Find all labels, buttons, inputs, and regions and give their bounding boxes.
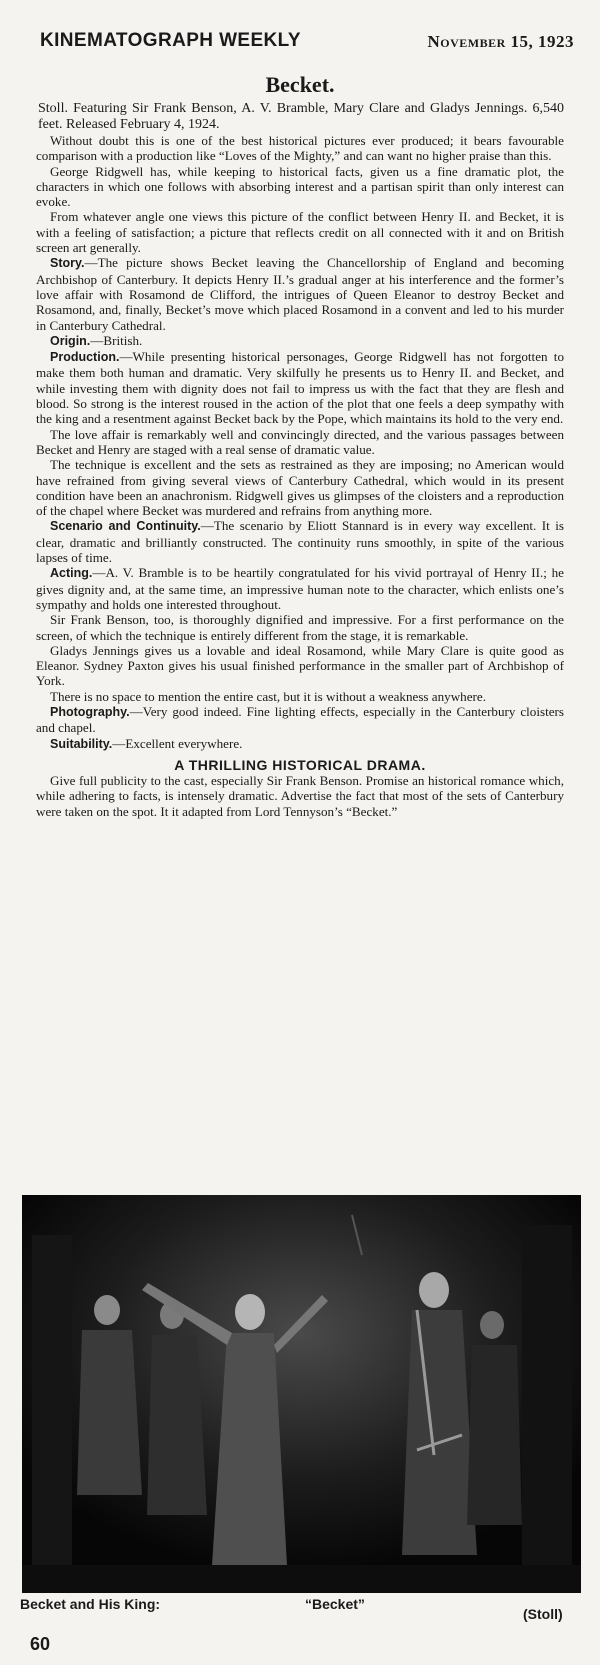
story-text: —The picture shows Becket leaving the Chancellorship of England and becoming Archbishop of Canterbury. It depicts Henry II.’s gradual anger at his interference and the former’s love affair with Rosamond de Clifford, the intrigues of Queen Eleanor to destroy Becket and Rosamond, and, finally, Becket’s move which placed Rosamond in a convent and led to his murder in Canterbury Cathedral. [36, 255, 564, 333]
photography-section [36, 704, 564, 736]
intro-paragraph-3: From whatever angle one views this picture of the conflict between Henry II. and Becket, it is with a feeling of satisfaction; a picture that reflects credit on all connected with it and on British screen art generally. [36, 209, 564, 256]
acting-paragraph-3: Gladys Jennings gives us a lovable and ideal Rosamond, while Mary Clare is quite good as Eleanor. Sydney Paxton gives his usual finished performance in the smaller part of Archbishop of York. [36, 642, 564, 689]
acting-text: —A. V. Bramble is to be heartily congratulated for his vivid portrayal of Henry II.; he gives dignity and, at the same time, an impressive human note to the character, which enlists one’s sympathy and holds one interested throughout. [36, 565, 564, 612]
issue-date: November 15, 1923 [427, 32, 574, 51]
origin-text: —British. [90, 332, 143, 348]
photo-caption-credit: (Stoll) [523, 1606, 563, 1622]
acting-section [36, 565, 564, 612]
photo-caption-label: Becket and His King: [20, 1596, 161, 1612]
film-still-image [22, 1195, 581, 1593]
photo-caption-title: “Becket” [305, 1596, 365, 1612]
production-paragraph-3: The technique is excellent and the sets as restrained as they are imposing; no American would have refrained from giving several views of Canterbury Cathedral, which would in its present condition have been an anachronism. Ridgwell gives us glimpses of the cloisters and a reproduction of the chapel where Becket was murdered and refrains from anything more. [36, 457, 564, 519]
suitability-label: Suitability. [50, 736, 113, 751]
suitability-section [36, 736, 564, 752]
scenario-section [36, 518, 564, 565]
acting-label: Acting. [50, 566, 93, 581]
page-number: 60 [30, 1634, 51, 1654]
intro-paragraph-1: Without doubt this is one of the best historical pictures ever produced; it bears favourable comparison with a production like “Loves of the Mighty,” and can want no higher praise than this. [36, 133, 564, 164]
masthead [40, 30, 580, 56]
exploitation-heading: A THRILLING HISTORICAL DRAMA. [174, 756, 426, 773]
production-section [36, 349, 564, 426]
photography-label: Photography. [50, 704, 130, 719]
production-paragraph-2: The love affair is remarkably well and convincingly directed, and the various passages between Becket and Henry are staged with a real sense of dramatic value. [36, 426, 564, 457]
acting-paragraph-2: Sir Frank Benson, too, is thoroughly dignified and impressive. For a first performance on the screen, of which the technique is entirely different from the stage, it is remarkable. [36, 612, 564, 643]
production-text: —While presenting historical personages, George Ridgwell has not forgotten to make them both human and dramatic. Very skilfully he presents us to Henry II. and Becket, and while investing them with dignity does not fail to impress us with the fact that they are flesh and blood. So strong is the interest roused in the action of the plot that one feels a deep sympathy with the king and a resentment against Becket back by the Pope, which maintains its hold to the very end. [36, 349, 564, 427]
acting-paragraph-4: There is no space to mention the entire cast, but it is without a weakness anywhere. [50, 688, 486, 704]
exploitation-paragraph: Give full publicity to the cast, especially Sir Frank Benson. Promise an historical romance which, while adhering to facts, is intensely dramatic. Advertise the fact that most of the sets of Canterbury were taken on the spot. It it adapted from Lord Tennyson’s “Becket.” [36, 773, 564, 819]
origin-label: Origin. [50, 333, 91, 348]
suitability-text: —Excellent everywhere. [112, 735, 243, 751]
production-label: Production. [50, 350, 120, 365]
scenario-label: Scenario and Continuity. [50, 519, 201, 534]
photography-text: —Very good indeed. Fine lighting effects, especially in the Canterbury cloisters and chapel. [36, 703, 564, 736]
scenario-text: —The scenario by Eliott Stannard is in every way excellent. It is clear, dramatic and brilliantly constructed. The continuity runs smoothly, in spite of the various lapses of time. [36, 518, 565, 566]
film-credits: Stoll. Featuring Sir Frank Benson, A. V. Bramble, Mary Clare and Gladys Jennings. 6,540 feet. Released February 4, 1924. [38, 101, 564, 132]
review-column [36, 101, 564, 819]
story-label: Story. [50, 256, 85, 271]
story-section [36, 255, 564, 332]
film-still-photo [22, 1195, 581, 1593]
intro-paragraph-2: George Ridgwell has, while keeping to historical facts, given us a fine dramatic plot, the characters in which one follows with absorbing interest and a partisan spirit than only interest can evoke. [36, 163, 564, 210]
article-title: Becket. [265, 72, 335, 97]
origin-section [36, 333, 564, 349]
publication-name: KINEMATOGRAPH WEEKLY [40, 30, 302, 51]
